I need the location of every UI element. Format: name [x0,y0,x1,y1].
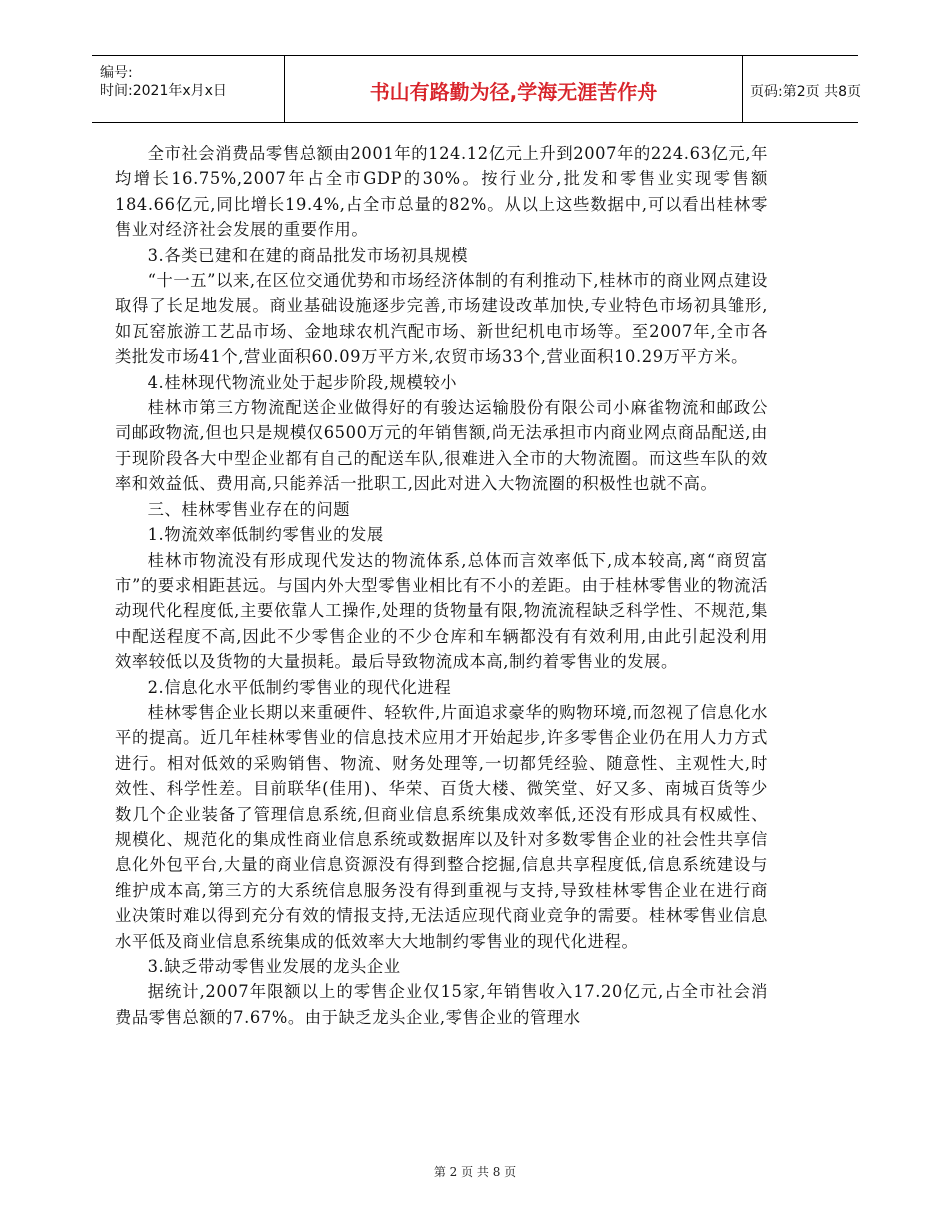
section-heading: 2.信息化水平低制约零售业的现代化进程 [147,677,452,697]
header-motto-cell [284,56,743,122]
body-paragraph: 桂林市第三方物流配送企业做得好的有骏达运输股份有限公司小麻雀物流和邮政公司邮政物流,但也只是规模仅6500万元的年销售额,尚无法承担市内商业网点商品配送,由于现阶段各大中型企业都有自己的配送车队,很难进入全市的大物流圈。而这些车队的效率和效益低、费用高,只能养活一批职工,因此对进入大物流圈的积极性也就不高。 [115,398,768,494]
document-time-label: 时间:2021年x月x日 [100,83,227,99]
section-heading: 3.各类已建和在建的商品批发市场初具规模 [147,245,469,265]
page-footer: 第 2 页 共 8 页 [433,1165,517,1179]
document-number-label: 编号: [100,65,133,81]
header-page-cell [742,56,861,122]
section-heading: 4.桂林现代物流业处于起步阶段,规模较小 [147,372,458,392]
header-motto: 书山有路勤为径,学海无涯苦作舟 [369,80,658,104]
body-paragraph: “十一五”以来,在区位交通优势和市场经济体制的有利推动下,桂林市的商业网点建设取得了长足地发展。商业基础设施逐步完善,市场建设改革加快,专业特色市场初具雏形,如瓦窑旅游工艺品市场、金地球农机汽配市场、新世纪机电市场等。至2007年,全市各类批发市场41个,营业面积60.09万平方米,农贸市场33个,营业面积10.29万平方米。 [115,271,768,367]
body-paragraph: 全市社会消费品零售总额由2001年的124.12亿元上升到2007年的224.63亿元,年均增长16.75%,2007年占全市GDP的30%。按行业分,批发和零售业实现零售额184.66亿元,同比增长19.4%,占全市总量的82%。从以上这些数据中,可以看出桂林零售业对经济社会发展的重要作用。 [115,144,768,240]
body-paragraph: 桂林零售企业长期以来重硬件、轻软件,片面追求豪华的购物环境,而忽视了信息化水平的提高。近几年桂林零售业的信息技术应用才开始起步,许多零售企业仍在用人力方式进行。相对低效的采购销售、物流、财务处理等,一切都凭经验、随意性、主观性大,时效性、科学性差。目前联华(佳用)、华荣、百货大楼、微笑堂、好又多、南城百货等少数几个企业装备了管理信息系统,但商业信息系统集成效率低,还没有形成具有权威性、规模化、规范化的集成性商业信息系统或数据库以及针对多数零售企业的社会性共享信息化外包平台,大量的商业信息资源没有得到整合挖掘,信息共享程度低,信息系统建设与维护成本高,第三方的大系统信息服务没有得到重视与支持,导致桂林零售企业在进行商业决策时难以得到充分有效的情报支持,无法适应现代商业竞争的需要。桂林零售业信息水平低及商业信息系统集成的低效率大大地制约零售业的现代化进程。 [115,702,768,951]
header-meta [92,56,284,122]
body-paragraph: 据统计,2007年限额以上的零售企业仅15家,年销售收入17.20亿元,占全市社会消费品零售总额的7.67%。由于缺乏龙头企业,零售企业的管理水 [115,982,768,1027]
chapter-heading: 三、桂林零售业存在的问题 [147,499,351,519]
body-paragraph: 桂林市物流没有形成现代发达的物流体系,总体而言效率低下,成本较高,离“商贸富市”的要求相距甚远。与国内外大型零售业相比有不小的差距。由于桂林零售业的物流活动现代化程度低,主要依靠人工操作,处理的货物量有限,物流流程缺乏科学性、不规范,集中配送程度不高,因此不少零售企业的不少仓库和车辆都没有有效利用,由此引起没利用效率较低以及货物的大量损耗。最后导致物流成本高,制约着零售业的发展。 [115,550,768,672]
section-heading: 1.物流效率低制约零售业的发展 [147,525,384,545]
page-header [92,55,861,123]
header-page-info: 页码:第2页 共8页 [750,84,861,100]
document-body [115,141,768,1030]
section-heading: 3.缺乏带动零售业发展的龙头企业 [147,957,401,976]
